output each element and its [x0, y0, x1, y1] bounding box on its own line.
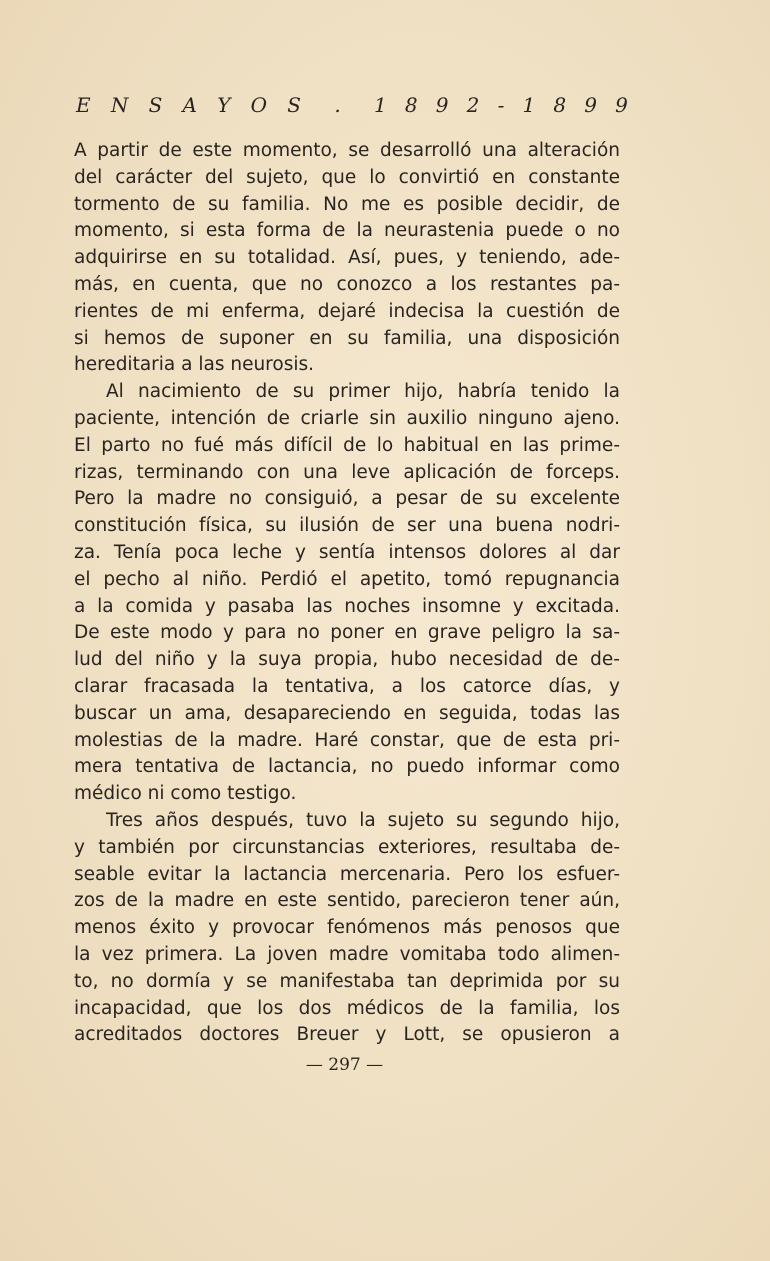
text-line: constitución física, su ilusión de ser una buena nodri- — [74, 515, 620, 537]
text-line: momento, si esta forma de la neurastenia puede o no — [74, 220, 620, 242]
running-head-letter: S — [287, 93, 301, 117]
text-line: to, no dormía y se manifestaba tan deprimida por su — [74, 970, 620, 992]
text-line: del carácter del sujeto, que lo convirtió en constante — [74, 166, 620, 188]
running-head-year-char: 8 — [553, 93, 567, 117]
running-head-letter: O — [250, 93, 268, 117]
running-head-year-char: 8 — [404, 93, 418, 117]
text-line: tormento de su familia. No me es posible decidir, de — [74, 193, 620, 215]
running-head-year-char: 9 — [615, 93, 628, 117]
body-text — [74, 138, 620, 1049]
text-line: lud del niño y la suya propia, hubo necesidad de de- — [74, 649, 620, 671]
running-head-title — [76, 93, 301, 117]
running-head-year-char: 1 — [374, 93, 387, 117]
text-line: De este modo y para no poner en grave peligro la sa- — [74, 622, 620, 644]
running-head — [76, 90, 628, 120]
text-line: Al nacimiento de su primer hijo, habría tenido la — [106, 381, 620, 403]
text-line: acreditados doctores Breuer y Lott, se opusieron a — [74, 1024, 620, 1046]
text-line: mera tentativa de lactancia, no puedo informar como — [74, 756, 620, 778]
running-head-letter: A — [182, 93, 197, 117]
text-line: el pecho al niño. Perdió el apetito, tomó repugnancia — [74, 568, 620, 590]
text-line: adquirirse en su totalidad. Así, pues, y teniendo, ade- — [74, 247, 620, 269]
running-head-separator: . — [334, 93, 341, 117]
running-head-year-char: - — [497, 93, 505, 117]
text-line: la vez primera. La joven madre vomitaba todo alimen- — [74, 943, 620, 965]
running-head-years — [374, 93, 628, 117]
running-head-year-char: 1 — [522, 93, 536, 117]
running-head-year-char: 2 — [466, 93, 480, 117]
text-line: médico ni como testigo. — [74, 783, 297, 805]
text-line: seable evitar la lactancia mercenaria. Pero los esfuer- — [74, 863, 620, 885]
running-head-letter: S — [148, 93, 163, 117]
text-line: Pero la madre no consiguió, a pesar de su excelente — [74, 488, 620, 510]
text-line: paciente, intención de criarle sin auxilio ninguno ajeno. — [74, 407, 620, 429]
text-line: y también por circunstancias exteriores, resultaba de- — [74, 836, 620, 858]
text-line: si hemos de suponer en su familia, una disposición — [74, 327, 620, 349]
text-line: buscar un ama, desapareciendo en seguida, todas las — [74, 702, 620, 724]
text-line: zos de la madre en este sentido, parecieron tener aún, — [74, 890, 620, 912]
running-head-year-char: 9 — [584, 93, 597, 117]
text-line: Tres años después, tuvo la sujeto su segundo hijo, — [106, 809, 620, 831]
running-head-letter: Y — [217, 93, 231, 117]
text-line: rizas, terminando con una leve aplicación de forceps. — [74, 461, 620, 483]
running-head-letter: E — [76, 93, 91, 117]
text-line: hereditaria a las neurosis. — [74, 354, 314, 376]
text-line: más, en cuenta, que no conozco a los restantes pa- — [74, 273, 620, 295]
text-line: A partir de este momento, se desarrolló una alteración — [74, 140, 620, 161]
text-line: clarar fracasada la tentativa, a los catorce días, y — [74, 675, 620, 697]
running-head-letter: N — [110, 93, 129, 117]
text-line: El parto no fué más difícil de lo habitual en las prime- — [74, 434, 620, 456]
text-line: incapacidad, que los dos médicos de la familia, los — [74, 997, 620, 1019]
text-line: molestias de la madre. Haré constar, que de esta pri- — [74, 729, 620, 751]
text-line: rientes de mi enferma, dejaré indecisa la cuestión de — [74, 300, 620, 322]
text-line: za. Tenía poca leche y sentía intensos dolores al dar — [74, 541, 620, 563]
running-head-year-char: 9 — [435, 93, 449, 117]
text-line: menos éxito y provocar fenómenos más penosos que — [74, 917, 620, 939]
page-number: — 297 — — [305, 1055, 384, 1075]
text-line: a la comida y pasaba las noches insomne y excitada. — [74, 595, 620, 617]
